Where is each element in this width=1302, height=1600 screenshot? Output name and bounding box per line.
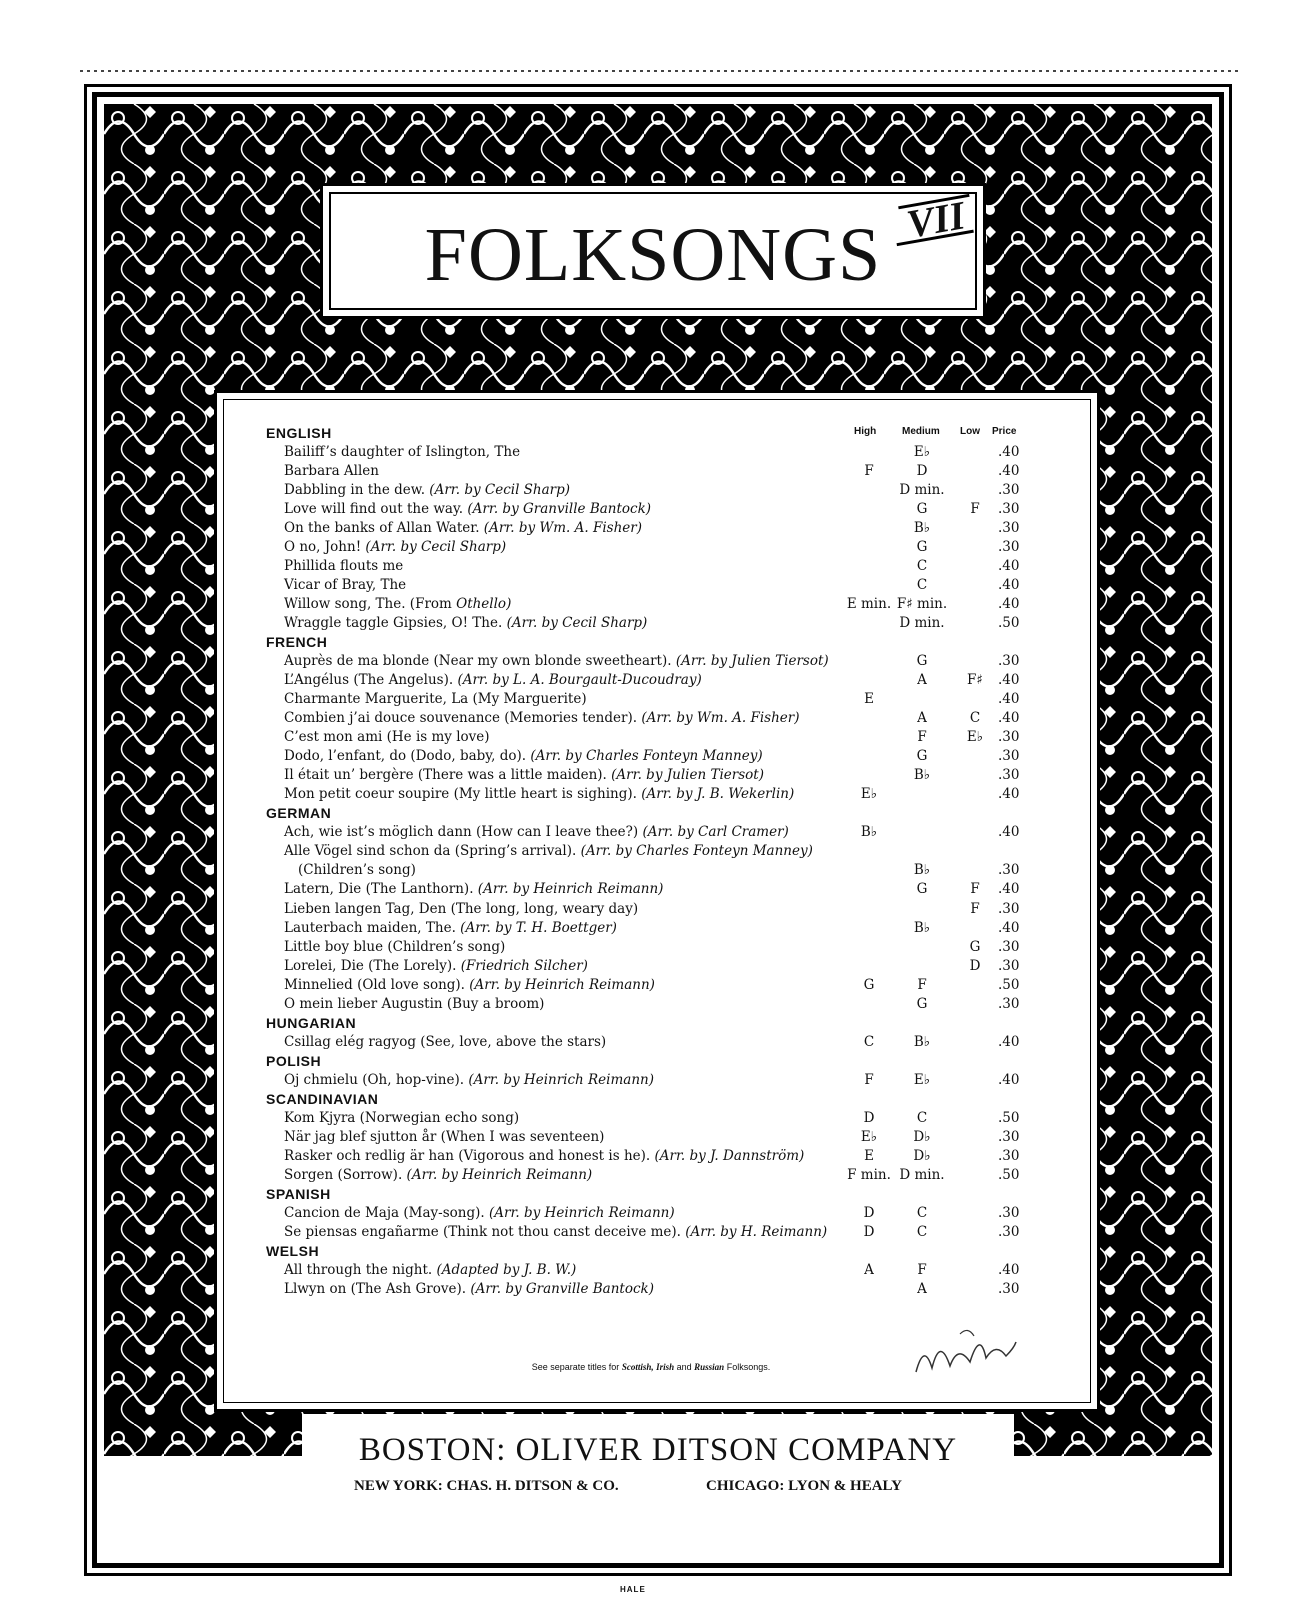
key-high: D bbox=[863, 1223, 875, 1240]
key-medium: B♭ bbox=[913, 767, 931, 784]
song-title-cell bbox=[284, 728, 490, 747]
price: .30 bbox=[998, 1204, 1020, 1221]
song-row bbox=[0, 919, 1302, 938]
song-title: C’est mon ami (He is my love) bbox=[284, 729, 490, 746]
song-title-cell bbox=[284, 1204, 675, 1223]
title-panel bbox=[320, 183, 986, 319]
arranger: (Arr. by Charles Fonteyn Manney) bbox=[530, 748, 763, 765]
arranger: (Arr. by J. B. Wekerlin) bbox=[641, 786, 795, 803]
price: .30 bbox=[998, 539, 1020, 556]
song-row bbox=[0, 957, 1302, 976]
song-title-cell bbox=[284, 671, 702, 690]
key-medium: B♭ bbox=[913, 1033, 931, 1050]
section-heading: POLISH bbox=[266, 1052, 322, 1069]
song-title-cell bbox=[284, 938, 505, 957]
key-medium: D min. bbox=[899, 615, 945, 632]
song-title-cell bbox=[284, 1280, 654, 1299]
song-title-cell bbox=[284, 1071, 654, 1090]
song-title: Bailiff’s daughter of Islington, The bbox=[284, 444, 521, 461]
song-row bbox=[0, 614, 1302, 633]
song-row bbox=[0, 728, 1302, 747]
song-row bbox=[0, 1223, 1302, 1242]
song-title: Il était un’ bergère (There was a little maiden). bbox=[284, 767, 607, 784]
section-heading: GERMAN bbox=[266, 805, 332, 822]
song-row bbox=[0, 1166, 1302, 1185]
col-header-high: High bbox=[854, 426, 877, 437]
song-row bbox=[0, 1204, 1302, 1223]
key-high: E♭ bbox=[860, 1128, 878, 1145]
footnote bbox=[0, 1362, 1302, 1372]
arranger: (Arr. by Cecil Sharp) bbox=[429, 482, 571, 499]
arranger: (Arr. by Wm. A. Fisher) bbox=[483, 520, 642, 537]
song-title-cell bbox=[284, 462, 379, 481]
publisher-chicago: CHICAGO: LYON & HEALY bbox=[706, 1478, 903, 1494]
section-heading: FRENCH bbox=[266, 634, 328, 651]
song-title-cell bbox=[284, 690, 587, 709]
song-title: Love will find out the way. bbox=[284, 501, 464, 518]
price: .40 bbox=[998, 1071, 1020, 1088]
song-row bbox=[0, 538, 1302, 557]
key-high: E bbox=[864, 691, 874, 708]
arranger: (Arr. by Heinrich Reimann) bbox=[468, 1071, 654, 1088]
key-medium: B♭ bbox=[913, 919, 931, 936]
key-medium: A bbox=[917, 672, 927, 689]
arranger: (Arr. by L. A. Bourgault-Ducoudray) bbox=[457, 672, 702, 689]
arranger: (Arr. by Wm. A. Fisher) bbox=[641, 710, 800, 727]
key-high: F bbox=[864, 463, 874, 480]
song-title: Little boy blue (Children’s song) bbox=[284, 938, 506, 955]
price: .30 bbox=[998, 995, 1020, 1012]
song-title: Willow song, The. (From bbox=[284, 596, 452, 613]
key-low: C bbox=[969, 710, 981, 727]
key-high: E bbox=[864, 1147, 874, 1164]
arranger: (Arr. by T. H. Boettger) bbox=[460, 919, 617, 936]
song-title-cell bbox=[284, 1128, 604, 1147]
price: .50 bbox=[998, 615, 1020, 632]
arranger: (Arr. by Cecil Sharp) bbox=[365, 539, 507, 556]
price: .30 bbox=[998, 748, 1020, 765]
price: .30 bbox=[998, 767, 1020, 784]
song-row bbox=[0, 671, 1302, 690]
song-title-cell bbox=[284, 481, 570, 500]
song-row bbox=[0, 938, 1302, 957]
song-title-cell bbox=[284, 842, 813, 861]
key-medium: D♭ bbox=[913, 1128, 931, 1145]
song-title: Lorelei, Die (The Lorely). bbox=[284, 957, 457, 974]
scan-noise-line bbox=[80, 70, 1240, 72]
footnote-post: Folksongs. bbox=[726, 1362, 771, 1372]
song-title: Auprès de ma blonde (Near my own blonde sweetheart). bbox=[284, 653, 672, 670]
key-medium: G bbox=[916, 501, 928, 518]
arranger: (Arr. by J. Dannström) bbox=[654, 1147, 805, 1164]
song-title-cell bbox=[284, 1261, 576, 1280]
key-low: F♯ bbox=[967, 672, 983, 689]
key-medium: F bbox=[917, 976, 927, 993]
song-title: Alle Vögel sind schon da (Spring’s arrival). bbox=[284, 843, 577, 860]
key-medium: D min. bbox=[899, 1166, 945, 1183]
key-medium: G bbox=[916, 653, 928, 670]
arranger: (Arr. by Julien Tiersot) bbox=[675, 653, 829, 670]
footnote-irish: Irish bbox=[656, 1362, 675, 1372]
song-title: Se piensas engañarme (Think not thou canst deceive me). bbox=[284, 1223, 681, 1240]
section-heading: HUNGARIAN bbox=[266, 1014, 357, 1031]
key-high: F bbox=[864, 1071, 874, 1088]
song-title-cell bbox=[284, 500, 651, 519]
song-row bbox=[0, 500, 1302, 519]
arranger: Othello) bbox=[456, 596, 512, 613]
song-title-cell bbox=[284, 919, 617, 938]
arranger: (Arr. by Heinrich Reimann) bbox=[477, 881, 664, 898]
arranger: (Arr. by Carl Cramer) bbox=[642, 824, 789, 841]
key-low: F bbox=[970, 900, 980, 917]
song-row bbox=[0, 995, 1302, 1014]
footnote-scottish: Scottish, bbox=[621, 1362, 654, 1372]
price: .40 bbox=[998, 596, 1020, 613]
song-title: Oj chmielu (Oh, hop-vine). bbox=[284, 1071, 465, 1088]
key-medium: B♭ bbox=[913, 520, 931, 537]
song-title: Lieben langen Tag, Den (The long, long, weary day) bbox=[284, 900, 639, 917]
price: .30 bbox=[998, 653, 1020, 670]
song-row bbox=[0, 747, 1302, 766]
section-heading: SCANDINAVIAN bbox=[266, 1090, 379, 1107]
song-title: Phillida flouts me bbox=[284, 558, 404, 575]
price: .40 bbox=[998, 691, 1020, 708]
arranger: (Adapted by J. B. W.) bbox=[436, 1261, 577, 1278]
song-title: O no, John! bbox=[284, 539, 362, 556]
key-medium: C bbox=[916, 1204, 928, 1221]
song-title-cell bbox=[284, 995, 544, 1014]
key-medium: C bbox=[916, 558, 928, 575]
price: .40 bbox=[998, 1261, 1020, 1278]
song-title-cell bbox=[284, 576, 406, 595]
song-title-cell bbox=[284, 747, 763, 766]
song-row bbox=[0, 481, 1302, 500]
song-title: Cancion de Maja (May-song). bbox=[284, 1204, 485, 1221]
price: .30 bbox=[998, 729, 1020, 746]
song-title: Lauterbach maiden, The. bbox=[284, 919, 456, 936]
song-title: Ach, wie ist’s möglich dann (How can I leave thee?) bbox=[284, 824, 639, 841]
song-title: Mon petit coeur soupire (My little heart is sighing). bbox=[284, 786, 637, 803]
page-title: FOLKSONGS bbox=[424, 213, 882, 297]
price: .30 bbox=[998, 1128, 1020, 1145]
song-row bbox=[0, 595, 1302, 614]
handwritten-signature bbox=[910, 1322, 1020, 1382]
price: .30 bbox=[998, 520, 1020, 537]
arranger: (Arr. by H. Reimann) bbox=[685, 1223, 828, 1240]
song-title: Llwyn on (The Ash Grove). bbox=[284, 1280, 467, 1297]
song-title-cell bbox=[284, 1033, 606, 1052]
song-title: Barbara Allen bbox=[284, 463, 379, 480]
price: .30 bbox=[998, 1223, 1020, 1240]
song-title-cell bbox=[284, 595, 511, 614]
song-title: Charmante Marguerite, La (My Marguerite) bbox=[284, 691, 587, 708]
price: .40 bbox=[998, 919, 1020, 936]
song-title: O mein lieber Augustin (Buy a broom) bbox=[284, 995, 545, 1012]
key-medium: F bbox=[917, 729, 927, 746]
song-row bbox=[0, 785, 1302, 804]
printer-code: HALE bbox=[620, 1585, 646, 1594]
song-title: (Children’s song) bbox=[298, 862, 416, 879]
key-medium: F bbox=[917, 1261, 927, 1278]
col-header-low: Low bbox=[960, 426, 980, 437]
song-row bbox=[0, 766, 1302, 785]
price: .40 bbox=[998, 463, 1020, 480]
song-title-cell bbox=[284, 519, 642, 538]
arranger: (Friedrich Silcher) bbox=[460, 957, 588, 974]
song-title-cell bbox=[284, 538, 506, 557]
song-title-cell bbox=[284, 1147, 804, 1166]
section-heading-row bbox=[0, 1052, 1302, 1071]
song-title: Sorgen (Sorrow). bbox=[284, 1166, 403, 1183]
footnote-russian: Russian bbox=[694, 1362, 725, 1372]
song-row bbox=[0, 842, 1302, 861]
price: .30 bbox=[998, 501, 1020, 518]
song-title: Dabbling in the dew. bbox=[284, 482, 425, 499]
song-title: Latern, Die (The Lanthorn). bbox=[284, 881, 474, 898]
song-title-cell bbox=[284, 957, 588, 976]
key-high: C bbox=[863, 1033, 875, 1050]
key-medium: E♭ bbox=[913, 1071, 931, 1088]
key-low: F bbox=[970, 881, 980, 898]
key-medium: A bbox=[917, 710, 927, 727]
song-row bbox=[0, 1280, 1302, 1299]
song-row bbox=[0, 519, 1302, 538]
section-heading-row bbox=[0, 1014, 1302, 1033]
song-row bbox=[0, 443, 1302, 462]
price: .30 bbox=[998, 957, 1020, 974]
price: .40 bbox=[998, 710, 1020, 727]
price: .30 bbox=[998, 938, 1020, 955]
song-title: Minnelied (Old love song). bbox=[284, 976, 465, 993]
key-medium: G bbox=[916, 995, 928, 1012]
song-title-cell bbox=[284, 823, 789, 842]
key-high: E♭ bbox=[860, 786, 878, 803]
song-title-cell bbox=[284, 900, 638, 919]
song-title-cell bbox=[284, 785, 794, 804]
price: .40 bbox=[998, 558, 1020, 575]
section-heading-row bbox=[0, 1242, 1302, 1261]
song-row bbox=[0, 557, 1302, 576]
key-medium: G bbox=[916, 539, 928, 556]
song-title: Kom Kjyra (Norwegian echo song) bbox=[284, 1109, 520, 1126]
song-title-cell bbox=[298, 861, 416, 880]
song-row bbox=[0, 1071, 1302, 1090]
volume-number: VII bbox=[903, 192, 969, 247]
song-title: L’Angélus (The Angelus). bbox=[284, 672, 454, 689]
price: .40 bbox=[998, 881, 1020, 898]
song-row bbox=[0, 690, 1302, 709]
arranger: (Arr. by Granville Bantock) bbox=[470, 1280, 654, 1297]
publisher-new-york: NEW YORK: CHAS. H. DITSON & CO. bbox=[354, 1478, 619, 1494]
key-medium: C bbox=[916, 577, 928, 594]
price: .40 bbox=[998, 786, 1020, 803]
price: .30 bbox=[998, 1280, 1020, 1297]
song-row bbox=[0, 576, 1302, 595]
key-medium: D min. bbox=[899, 482, 945, 499]
song-row bbox=[0, 976, 1302, 995]
key-medium: C bbox=[916, 1223, 928, 1240]
song-row bbox=[0, 709, 1302, 728]
song-title: Dodo, l’enfant, do (Dodo, baby, do). bbox=[284, 748, 527, 765]
key-low: D bbox=[969, 957, 981, 974]
key-medium: C bbox=[916, 1109, 928, 1126]
song-title-cell bbox=[284, 1109, 519, 1128]
col-header-price: Price bbox=[992, 426, 1017, 437]
arranger: (Arr. by Charles Fonteyn Manney) bbox=[580, 843, 813, 860]
song-title-cell bbox=[284, 709, 800, 728]
key-low: E♭ bbox=[966, 729, 984, 746]
arranger: (Arr. by Heinrich Reimann) bbox=[469, 976, 655, 993]
price: .40 bbox=[998, 672, 1020, 689]
price: .30 bbox=[998, 900, 1020, 917]
section-heading: WELSH bbox=[266, 1242, 320, 1259]
song-title: Wraggle taggle Gipsies, O! The. bbox=[284, 615, 503, 632]
key-medium: D♭ bbox=[913, 1147, 931, 1164]
song-row bbox=[0, 1147, 1302, 1166]
publisher-main: BOSTON: OLIVER DITSON COMPANY bbox=[358, 1432, 958, 1468]
key-high: E min. bbox=[846, 596, 892, 613]
song-row bbox=[0, 861, 1302, 880]
section-heading-row bbox=[0, 633, 1302, 652]
arranger: (Arr. by Heinrich Reimann) bbox=[488, 1204, 675, 1221]
song-title-cell bbox=[284, 766, 764, 785]
arranger: (Arr. by Granville Bantock) bbox=[467, 501, 652, 518]
song-title-cell bbox=[284, 652, 829, 671]
song-title: Rasker och redlig är han (Vigorous and honest is he). bbox=[284, 1147, 651, 1164]
song-title: Csillag elég ragyog (See, love, above the stars) bbox=[284, 1033, 607, 1050]
price: .30 bbox=[998, 482, 1020, 499]
col-header-medium: Medium bbox=[902, 426, 940, 437]
song-row bbox=[0, 1109, 1302, 1128]
key-medium: G bbox=[916, 881, 928, 898]
section-heading-row bbox=[0, 1185, 1302, 1204]
song-title-cell bbox=[284, 1223, 827, 1242]
song-title: Vicar of Bray, The bbox=[284, 577, 407, 594]
song-title-cell bbox=[284, 614, 647, 633]
price: .40 bbox=[998, 444, 1020, 461]
song-row bbox=[0, 652, 1302, 671]
song-title-cell bbox=[284, 443, 520, 462]
song-title: Combien j’ai douce souvenance (Memories tender). bbox=[284, 710, 638, 727]
price: .50 bbox=[998, 1109, 1020, 1126]
song-row bbox=[0, 1128, 1302, 1147]
song-title-cell bbox=[284, 976, 655, 995]
section-heading: SPANISH bbox=[266, 1185, 331, 1202]
key-high: G bbox=[863, 976, 875, 993]
key-medium: F♯ min. bbox=[896, 596, 948, 613]
key-high: F min. bbox=[847, 1166, 891, 1183]
key-high: B♭ bbox=[860, 824, 878, 841]
song-title: All through the night. bbox=[284, 1261, 433, 1278]
arranger: (Arr. by Julien Tiersot) bbox=[611, 767, 764, 784]
publisher-panel bbox=[302, 1414, 1014, 1532]
song-row bbox=[0, 900, 1302, 919]
section-heading-row bbox=[0, 804, 1302, 823]
key-medium: E♭ bbox=[913, 444, 931, 461]
section-heading-row bbox=[0, 424, 1302, 443]
arranger: (Arr. by Heinrich Reimann) bbox=[406, 1166, 593, 1183]
key-high: D bbox=[863, 1204, 875, 1221]
price: .30 bbox=[998, 862, 1020, 879]
key-low: F bbox=[970, 501, 980, 518]
key-high: A bbox=[864, 1261, 874, 1278]
key-medium: G bbox=[916, 748, 928, 765]
song-row bbox=[0, 1033, 1302, 1052]
song-row bbox=[0, 1261, 1302, 1280]
song-row bbox=[0, 880, 1302, 899]
song-title: När jag blef sjutton år (When I was seventeen) bbox=[284, 1128, 605, 1145]
price: .50 bbox=[998, 976, 1020, 993]
song-title: On the banks of Allan Water. bbox=[284, 520, 480, 537]
key-medium: D bbox=[916, 463, 928, 480]
song-row bbox=[0, 823, 1302, 842]
song-title-cell bbox=[284, 557, 403, 576]
section-heading-row bbox=[0, 1090, 1302, 1109]
arranger: (Arr. by Cecil Sharp) bbox=[506, 615, 648, 632]
song-title-cell bbox=[284, 880, 663, 899]
key-low: G bbox=[969, 938, 981, 955]
key-high: D bbox=[863, 1109, 875, 1126]
footnote-pre: See separate titles for bbox=[531, 1362, 620, 1372]
key-medium: A bbox=[917, 1280, 927, 1297]
price: .40 bbox=[998, 1033, 1020, 1050]
section-heading: ENGLISH bbox=[266, 425, 332, 441]
song-title-cell bbox=[284, 1166, 592, 1185]
price: .40 bbox=[998, 824, 1020, 841]
song-row bbox=[0, 462, 1302, 481]
footnote-and: and bbox=[676, 1362, 692, 1372]
price: .30 bbox=[998, 1147, 1020, 1164]
price: .50 bbox=[998, 1166, 1020, 1183]
key-medium: B♭ bbox=[913, 862, 931, 879]
price: .40 bbox=[998, 577, 1020, 594]
